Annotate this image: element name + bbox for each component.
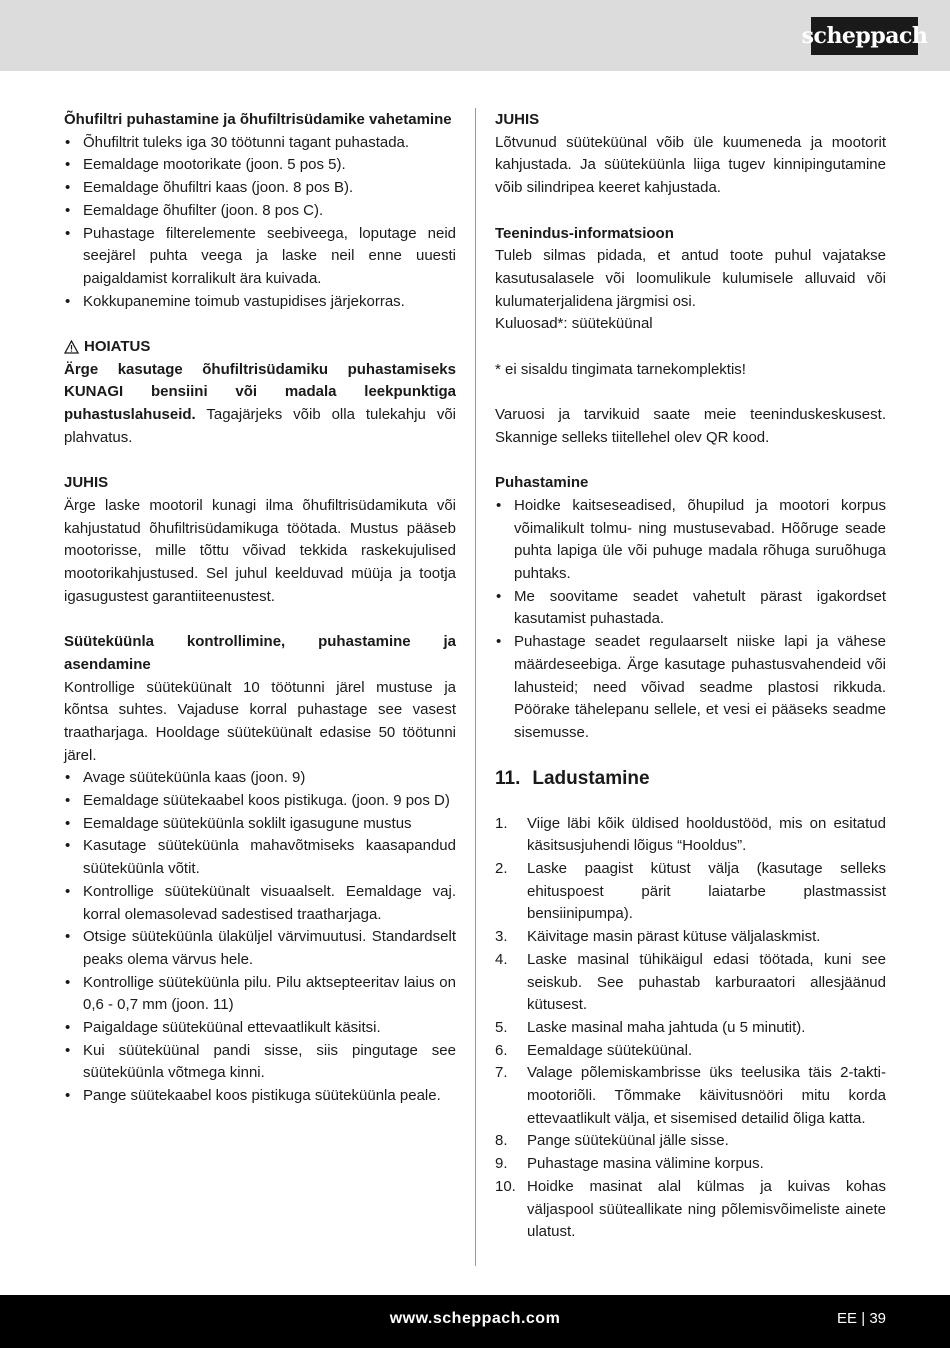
- list-item: 7. Valage põlemiskambrisse üks teelusika täis 2-takti-mootoriõli. Tõmmake käivitusnööri mitu korda ettevaatlikult välja, et sisemised detailid õliga katta.: [495, 1064, 886, 1127]
- list-item: 6. Eemaldage süüteküünal.: [495, 1041, 693, 1059]
- list-item: • Kokkupanemine toimub vastupidises järjekorras.: [64, 291, 456, 314]
- list-item: • Me soovitame seadet vahetult pärast igakordset kasutamist puhastada.: [495, 586, 886, 631]
- cleaning-heading: Puhastamine: [495, 474, 589, 492]
- warning-bold-text: Ärge kasutage õhufiltrisüdamiku puhastamiseks KUNAGI bensiini või madala leekpunktiga puhastuslahuseid.: [64, 360, 456, 424]
- column-divider: [475, 108, 476, 1266]
- brand-name: scheppach: [801, 23, 928, 49]
- footnote-text: * ei sisaldu tingimata tarnekomplektis!: [495, 360, 746, 378]
- wear-parts-text: Kuluosad*: süüteküünal: [495, 315, 653, 333]
- note-text: Lõtvunud süüteküünal võib üle kuumeneda ja mootorit kahjustada. Ja süüteküünla liiga tugev kinnipingutamine võib silindripea keeret kahjustada.: [495, 133, 886, 197]
- list-item: 3. Käivitage masin pärast kütuse väljalaskmist.: [495, 928, 821, 946]
- list-item: • Kontrollige süüteküünalt visuaalselt. Eemaldage vaj. korral olemasolevad sadestised traatharjaga.: [64, 881, 456, 926]
- list-item: 1. Viige läbi kõik üldised hooldustööd, mis on esitatud käsitsusjuhendi lõigus “Hooldus”.: [495, 814, 886, 855]
- list-item: 10. Hoidke masinat alal külmas ja kuivas kohas väljaspool süüteallikate ning põlemisvõimeliste ainete ulatust.: [495, 1177, 886, 1241]
- list-item: • Eemaldage süüteküünla soklilt igasugune mustus: [64, 813, 456, 836]
- list-item: • Eemaldage õhufilter (joon. 8 pos C).: [64, 200, 456, 223]
- list-item: 9. Puhastage masina välimine korpus.: [495, 1155, 764, 1173]
- list-item: • Avage süüteküünla kaas (joon. 9): [64, 767, 456, 790]
- list-item: • Eemaldage mootorikate (joon. 5 pos 5).: [64, 154, 456, 177]
- footer-website: www.scheppach.com: [389, 1310, 561, 1327]
- section-heading: [495, 767, 886, 791]
- right-column: [495, 109, 886, 1244]
- header-bar: [0, 0, 950, 71]
- left-column: [64, 109, 456, 1108]
- air-filter-heading: Õhufiltri puhastamine ja õhufiltrisüdamike vahetamine: [64, 111, 452, 128]
- list-item: • Puhastage filterelemente seebiveega, loputage neid seejärel puhta veega ja laske neil enne uuesti paigaldamist korralikult ära kuivada.: [64, 223, 456, 291]
- page-number-value: 39: [869, 1310, 886, 1327]
- warning-triangle-icon: [64, 340, 79, 354]
- list-item: • Eemaldage õhufiltri kaas (joon. 8 pos B).: [64, 177, 456, 200]
- brand-logo: [801, 17, 928, 55]
- spare-parts-text: Varuosi ja tarvikuid saate meie teeninduskeskusest. Skannige selleks tiitellehel olev QR kood.: [495, 406, 886, 446]
- list-item: • Eemaldage süütekaabel koos pistikuga. (joon. 9 pos D): [64, 790, 456, 813]
- storage-steps: [495, 813, 886, 1244]
- warning-title: HOIATUS: [84, 338, 151, 356]
- cleaning-list: [495, 495, 886, 745]
- service-text: Tuleb silmas pidada, et antud toote puhul vajatakse kasutusalasele või loomulikule kulumisele alluvaid või kulumaterjalidena järgmisi osi.: [495, 247, 886, 310]
- list-item: • Hoidke kaitseseadised, õhupilud ja mootori korpus võimalikult tolmu- ning mustusevabad. Hõõruge seade puhta lapiga üle või puhuge madala rõhuga suruõhuga puhtaks.: [495, 495, 886, 586]
- spark-plug-intro: Kontrollige süüteküünalt 10 töötunni järel mustuse ja kõntsa suhtes. Vajaduse korral puhastage see vasest traatharjaga. Hooldage süüteküünalt edasise 50 töötunni järel.: [64, 678, 456, 764]
- section-number: 11.: [495, 767, 521, 789]
- note-heading: JUHIS: [495, 111, 540, 128]
- section-title: Ladustamine: [532, 767, 650, 789]
- footer-bar: [0, 1295, 950, 1348]
- list-item: • Puhastage seadet regulaarselt niiske lapi ja vähese määrdeseebiga. Ärge kasutage puhastusvahendeid või lahusteid; need võivad seadme plastosi rikkuda. Pöörake tähelepanu sellele, et vesi ei pääseks seadme sisemusse.: [495, 631, 886, 745]
- spark-plug-list: [64, 767, 456, 1108]
- list-item: • Paigaldage süüteküünal ettevaatlikult käsitsi.: [64, 1017, 456, 1040]
- list-item: 4. Laske masinal tühikäigul edasi töötada, kuni see seiskub. See puhastab karburaatori allesjäänud kütusest.: [495, 950, 886, 1014]
- list-item: • Otsige süüteküünla ülaküljel värvimuutusi. Standardselt peaks olema värvus hele.: [64, 926, 456, 971]
- list-item: 2. Laske paagist kütust välja (kasutage selleks ehituspoest pärit laiatarbe plastmassist bensiinipumpa).: [495, 860, 886, 923]
- spark-plug-heading: Süüteküünla kontrollimine, puhastamine ja asendamine: [64, 633, 456, 673]
- note-text: Ärge laske mootoril kunagi ilma õhufiltrisüdamikuta või kahjustatud õhufiltrisüdamikuga töötada. Mustus pääseb mootorisse, mille tõttu võivad tekkida raskekujulised mootorikahjustused. Sel juhul keelduvad müüja ja tootja igasugustest garantiiteenustest.: [64, 496, 456, 605]
- warning-heading: [64, 336, 456, 359]
- page-separator: |: [861, 1310, 866, 1327]
- list-item: • Kontrollige süüteküünla pilu. Pilu aktsepteeritav laius on 0,6 - 0,7 mm (joon. 11): [64, 972, 456, 1017]
- list-item: • Kui süüteküünal pandi sisse, siis pingutage see süüteküünla võtmega kinni.: [64, 1040, 456, 1085]
- list-item: • Õhufiltrit tuleks iga 30 töötunni tagant puhastada.: [64, 132, 456, 155]
- list-item: 8. Pange süüteküünal jälle sisse.: [495, 1132, 729, 1150]
- list-item: • Kasutage süüteküünla mahavõtmiseks kaasapandud süüteküünla võtit.: [64, 835, 456, 880]
- language-code: EE: [837, 1310, 858, 1327]
- list-item: 5. Laske masinal maha jahtuda (u 5 minutit).: [495, 1018, 806, 1036]
- air-filter-list: [64, 132, 456, 314]
- warning-text: [64, 359, 456, 450]
- page-number: [837, 1295, 886, 1343]
- service-heading: Teenindus-informatsioon: [495, 224, 674, 242]
- warning-normal-text: Tagajärjeks võib olla tulekahju või plahvatus.: [64, 406, 456, 446]
- note-heading: JUHIS: [64, 474, 109, 492]
- list-item: • Pange süütekaabel koos pistikuga süüteküünla peale.: [64, 1085, 456, 1108]
